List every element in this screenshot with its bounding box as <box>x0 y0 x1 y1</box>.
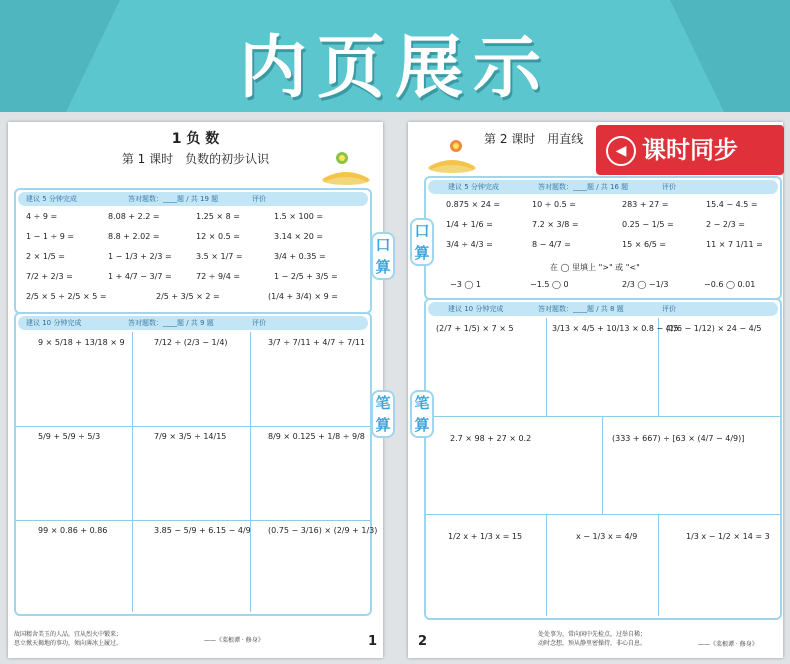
written-problem: (1/6 − 1/12) × 24 − 4/5 <box>666 324 762 333</box>
oral-problem: 72 ÷ 9/4 = <box>196 272 241 281</box>
written-suggest: 建议 10 分钟完成 <box>26 319 82 327</box>
oral-rating: 评价 <box>662 183 676 191</box>
compare-problem: 2/3 ◯ −1/3 <box>622 280 669 289</box>
oral-problem: 8.8 + 2.02 = <box>108 232 160 241</box>
oral-problem: 0.875 × 24 = <box>446 200 501 209</box>
side-tag-written: 笔算 <box>410 390 434 438</box>
written-section <box>424 298 782 620</box>
oral-problem: 3/4 + 0.35 = <box>274 252 326 261</box>
oral-problem: 3.14 × 20 = <box>274 232 324 241</box>
oral-problem: 1.5 × 100 = <box>274 212 324 221</box>
grid-line <box>546 318 547 416</box>
written-problem: 5/9 + 5/9 ÷ 5/3 <box>38 432 101 441</box>
written-problem: 99 × 0.86 + 0.86 <box>38 526 108 535</box>
grid-line <box>16 426 370 427</box>
written-problem: 1/2 x + 1/3 x = 15 <box>448 532 523 541</box>
written-bar <box>428 302 778 316</box>
grid-line <box>426 416 780 417</box>
side-tag-oral: 口算 <box>371 232 395 280</box>
arrow-left-icon: ◀ <box>606 136 636 166</box>
compare-problem: −3 ◯ 1 <box>450 280 481 289</box>
oral-answered: 答对题数：____题 / 共 19 题 <box>128 195 219 203</box>
oral-problem: 2 − 2/3 = <box>706 220 745 229</box>
oral-problem: 4 ÷ 9 = <box>26 212 58 221</box>
oral-problem: 7/2 + 2/3 = <box>26 272 73 281</box>
oral-problem: 3/4 ÷ 4/3 = <box>446 240 493 249</box>
oral-problem: 1.25 × 8 = <box>196 212 240 221</box>
written-problem: x − 1/3 x = 4/9 <box>576 532 638 541</box>
grid-line <box>658 514 659 616</box>
oral-problem: 1/4 + 1/6 = <box>446 220 493 229</box>
book-flower-icon <box>320 148 372 186</box>
written-answered: 答对题数：____题 / 共 8 题 <box>538 305 624 313</box>
oral-bar <box>428 180 778 194</box>
badge-label: 课时同步 <box>642 136 738 164</box>
oral-problem: 1 − 2/5 + 3/5 = <box>274 272 338 281</box>
written-problem: (333 + 667) ÷ [63 × (4/7 − 4/9)] <box>612 434 745 443</box>
written-problem: 2.7 × 98 + 27 × 0.2 <box>450 434 532 443</box>
oral-rating: 评价 <box>252 195 266 203</box>
oral-section <box>424 176 782 300</box>
oral-problem: 1 − 1 ÷ 9 = <box>26 232 75 241</box>
lesson-title: 第 1 课时 负数的初步认识 <box>121 152 270 166</box>
chapter-title: 1 负 数 <box>171 131 220 147</box>
written-bar <box>18 316 368 330</box>
oral-problem: 1 + 4/7 − 3/7 = <box>108 272 172 281</box>
compare-prompt: 在 ◯ 里填上 ">" 或 "<" <box>550 263 640 272</box>
oral-problem: 10 ÷ 0.5 = <box>532 200 576 209</box>
oral-answered: 答对题数：____题 / 共 16 题 <box>538 183 629 191</box>
side-tag-written: 笔算 <box>371 390 395 438</box>
written-problem: 8/9 × 0.125 + 1/8 ÷ 9/8 <box>268 432 365 441</box>
compare-problem: −1.5 ◯ 0 <box>530 280 569 289</box>
grid-line <box>546 514 547 616</box>
written-problem: 7/12 ÷ (2/3 − 1/4) <box>154 338 228 347</box>
grid-line <box>426 514 780 515</box>
grid-line <box>132 332 133 612</box>
written-problem: 1/3 x − 1/2 × 14 = 3 <box>686 532 770 541</box>
written-problem: 3.85 − 5/9 + 6.15 − 4/9 <box>154 526 251 535</box>
written-problem: (2/7 + 1/5) × 7 × 5 <box>436 324 514 333</box>
right-page <box>408 122 783 658</box>
oral-problem: 2 × 1/5 = <box>26 252 65 261</box>
written-problem: 3/13 × 4/5 + 10/13 × 0.8 − 4/5 <box>552 324 679 333</box>
lesson-title: 第 2 课时 用直线 <box>484 132 584 146</box>
oral-problem: 283 + 27 = <box>622 200 669 209</box>
sync-badge <box>596 125 784 175</box>
written-problem: 7/9 × 3/5 ÷ 14/15 <box>154 432 227 441</box>
side-tag-oral: 口算 <box>410 218 434 266</box>
oral-problem: (1/4 + 3/4) × 9 = <box>268 292 338 301</box>
written-rating: 评价 <box>252 319 266 327</box>
page-number: 1 <box>368 634 378 649</box>
grid-line <box>16 520 370 521</box>
footer-source: ——《菜根谭 · 修身》 <box>698 641 758 648</box>
footer-quote: 故国精舍美玉的人品，宜从烈火中锻来； 思立掀天揭地的事功，须向薄冰上履过。 <box>14 631 123 647</box>
written-problem: 9 × 5/18 + 13/18 × 9 <box>38 338 125 347</box>
left-page <box>8 122 391 658</box>
page-number: 2 <box>418 634 428 649</box>
oral-problem: 8.08 + 2.2 = <box>108 212 160 221</box>
oral-problem: 12 × 0.5 = <box>196 232 240 241</box>
oral-problem: 15.4 − 4.5 = <box>706 200 758 209</box>
oral-suggest: 建议 5 分钟完成 <box>448 183 499 191</box>
oral-problem: 3.5 × 1/7 = <box>196 252 243 261</box>
grid-line <box>250 332 251 612</box>
oral-problem: 15 × 6/5 = <box>622 240 667 249</box>
oral-suggest: 建议 5 分钟完成 <box>26 195 77 203</box>
grid-line <box>602 416 603 514</box>
footer-source: ——《菜根谭 · 修身》 <box>204 637 264 644</box>
oral-section <box>14 188 372 314</box>
written-answered: 答对题数：____题 / 共 9 题 <box>128 319 214 327</box>
banner-title: 内页展示 <box>238 29 551 108</box>
written-rating: 评价 <box>662 305 676 313</box>
written-problem: (0.75 − 3/16) × (2/9 + 1/3) <box>268 526 378 535</box>
header-banner <box>0 0 790 112</box>
footer-quote: 处处事为，常向闲中先检点，过举自稀； 动时念想，预从静里密操持，非心自息。 <box>538 631 647 647</box>
oral-problem: 7.2 × 3/8 = <box>532 220 579 229</box>
oral-problem: 2/5 × 5 ÷ 2/5 × 5 = <box>26 292 107 301</box>
oral-problem: 0.25 − 1/5 = <box>622 220 674 229</box>
compare-problem: −0.6 ◯ 0.01 <box>704 280 756 289</box>
written-suggest: 建议 10 分钟完成 <box>448 305 504 313</box>
oral-problem: 1 − 1/3 + 2/3 = <box>108 252 172 261</box>
oral-problem: 11 × 7 1/11 = <box>706 240 763 249</box>
oral-problem: 2/5 + 3/5 × 2 = <box>156 292 220 301</box>
written-problem: 3/7 ÷ 7/11 + 4/7 ÷ 7/11 <box>268 338 366 347</box>
written-section <box>14 312 378 616</box>
book-flower-icon <box>426 136 478 174</box>
oral-bar <box>18 192 368 206</box>
oral-problem: 8 − 4/7 = <box>532 240 571 249</box>
